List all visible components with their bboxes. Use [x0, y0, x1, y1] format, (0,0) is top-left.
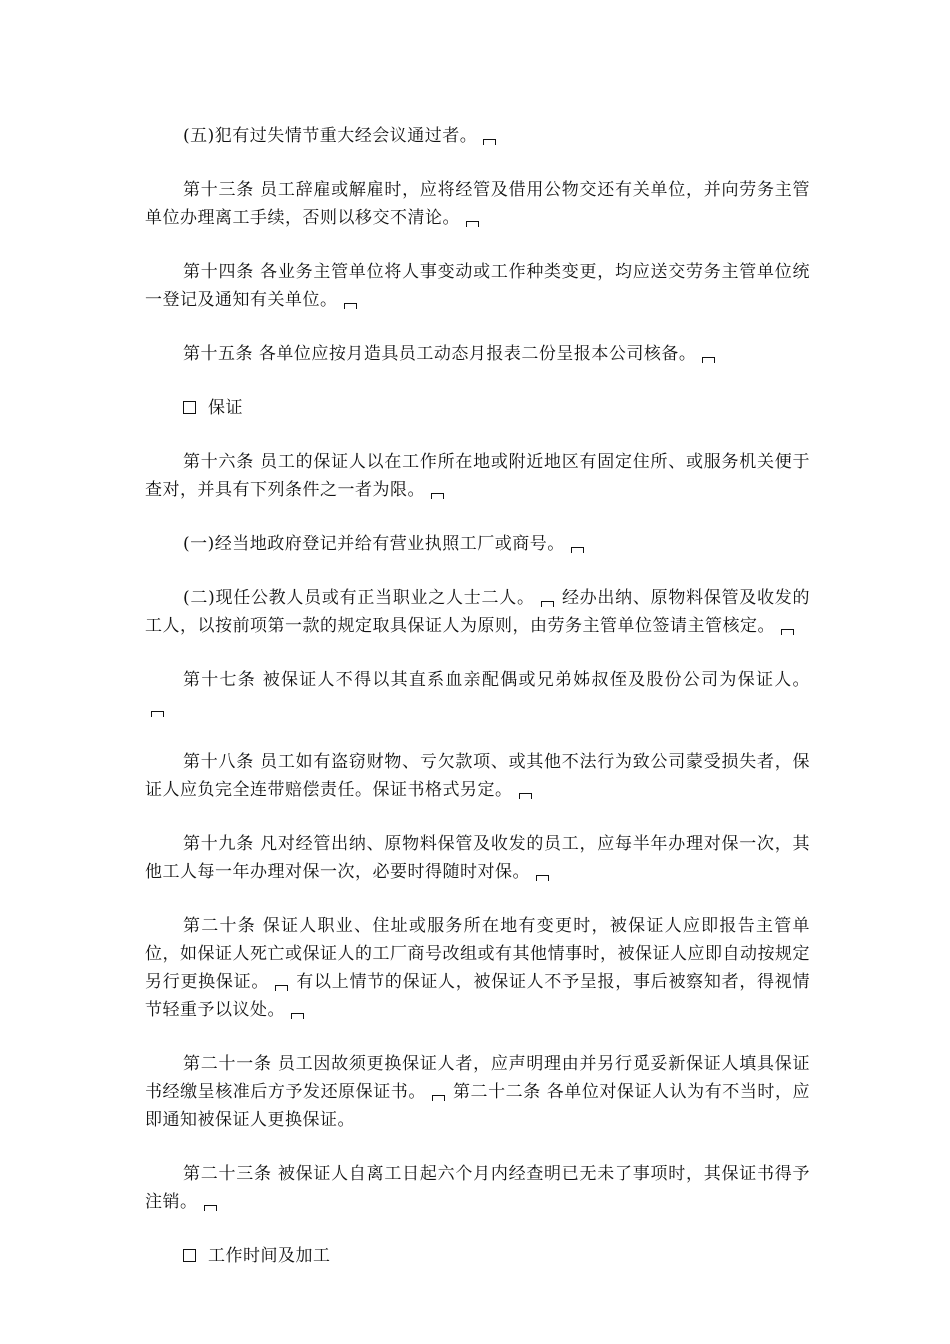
paragraph-9: 第十七条 被保证人不得以其直系血亲配偶或兄弟姊叔侄及股份公司为保证人。: [145, 666, 810, 722]
return-mark-icon: [204, 1205, 217, 1211]
document-page: [145, 122, 810, 1296]
return-mark-icon: [541, 601, 554, 607]
paragraph-8: (二)现任公教人员或有正当职业之人士二人。 经办出纳、原物料保管及收发的工人，以按前项第一款的规定取具保证人为原则，由劳务主管单位签请主管核定。: [145, 588, 811, 636]
return-mark-icon: [466, 221, 479, 227]
paragraph-4: 第十五条 各单位应按月造具员工动态月报表二份呈报本公司核备。: [145, 340, 810, 368]
checkbox-square-icon: [183, 401, 196, 414]
paragraph-7: (一)经当地政府登记并给有营业执照工厂或商号。: [145, 530, 810, 558]
paragraph-10: 第十八条 员工如有盗窃财物、亏欠款项、或其他不法行为致公司蒙受损失者，保证人应负完全连带赔偿责任。保证书格式另定。: [145, 752, 810, 800]
paragraph-11: 第十九条 凡对经管出纳、原物料保管及收发的员工，应每半年办理对保一次，其他工人每一年办理对保一次，必要时得随时对保。: [145, 834, 810, 882]
section-heading-guarantee: 保证: [145, 394, 810, 422]
return-mark-icon: [344, 303, 357, 309]
paragraph-3: 第十四条 各业务主管单位将人事变动或工作种类变更，均应送交劳务主管单位统一登记及通知有关单位。: [145, 262, 810, 310]
return-mark-icon: [431, 493, 444, 499]
return-mark-icon: [519, 793, 532, 799]
return-mark-icon: [483, 139, 496, 145]
paragraph-14: 第二十三条 被保证人自离工日起六个月内经查明已无未了事项时，其保证书得予注销。: [145, 1164, 810, 1212]
paragraph-1: (五)犯有过失情节重大经会议通过者。: [145, 122, 810, 150]
return-mark-icon: [275, 985, 288, 991]
return-mark-icon: [291, 1013, 304, 1019]
return-mark-icon: [536, 875, 549, 881]
return-mark-icon: [432, 1095, 445, 1101]
return-mark-icon: [571, 547, 584, 553]
checkbox-square-icon: [183, 1249, 196, 1262]
paragraph-6: 第十六条 员工的保证人以在工作所在地或附近地区有固定住所、或服务机关便于查对，并具有下列条件之一者为限。: [145, 452, 810, 500]
paragraph-2: 第十三条 员工辞雇或解雇时，应将经管及借用公物交还有关单位，并向劳务主管单位办理离工手续，否则以移交不清论。: [145, 180, 810, 228]
section-heading-working-hours: 工作时间及加工: [145, 1242, 810, 1270]
return-mark-icon: [781, 629, 794, 635]
paragraph-13: 第二十一条 员工因故须更换保证人者，应声明理由并另行觅妥新保证人填具保证书经缴呈核准后方予发还原保证书。 第二十二条 各单位对保证人认为有不当时，应即通知被保证人更换保证。: [145, 1054, 810, 1130]
paragraph-12: 第二十条 保证人职业、住址或服务所在地有变更时，被保证人应即报告主管单位，如保证人死亡或保证人的工厂商号改组或有其他情事时，被保证人应即自动按规定另行更换保证。 有以上情节的保证人，被保证人不予呈报，事后被察知者，得视情节轻重予以议处。: [145, 916, 811, 1020]
return-mark-icon: [702, 357, 715, 363]
return-mark-icon: [151, 711, 164, 717]
